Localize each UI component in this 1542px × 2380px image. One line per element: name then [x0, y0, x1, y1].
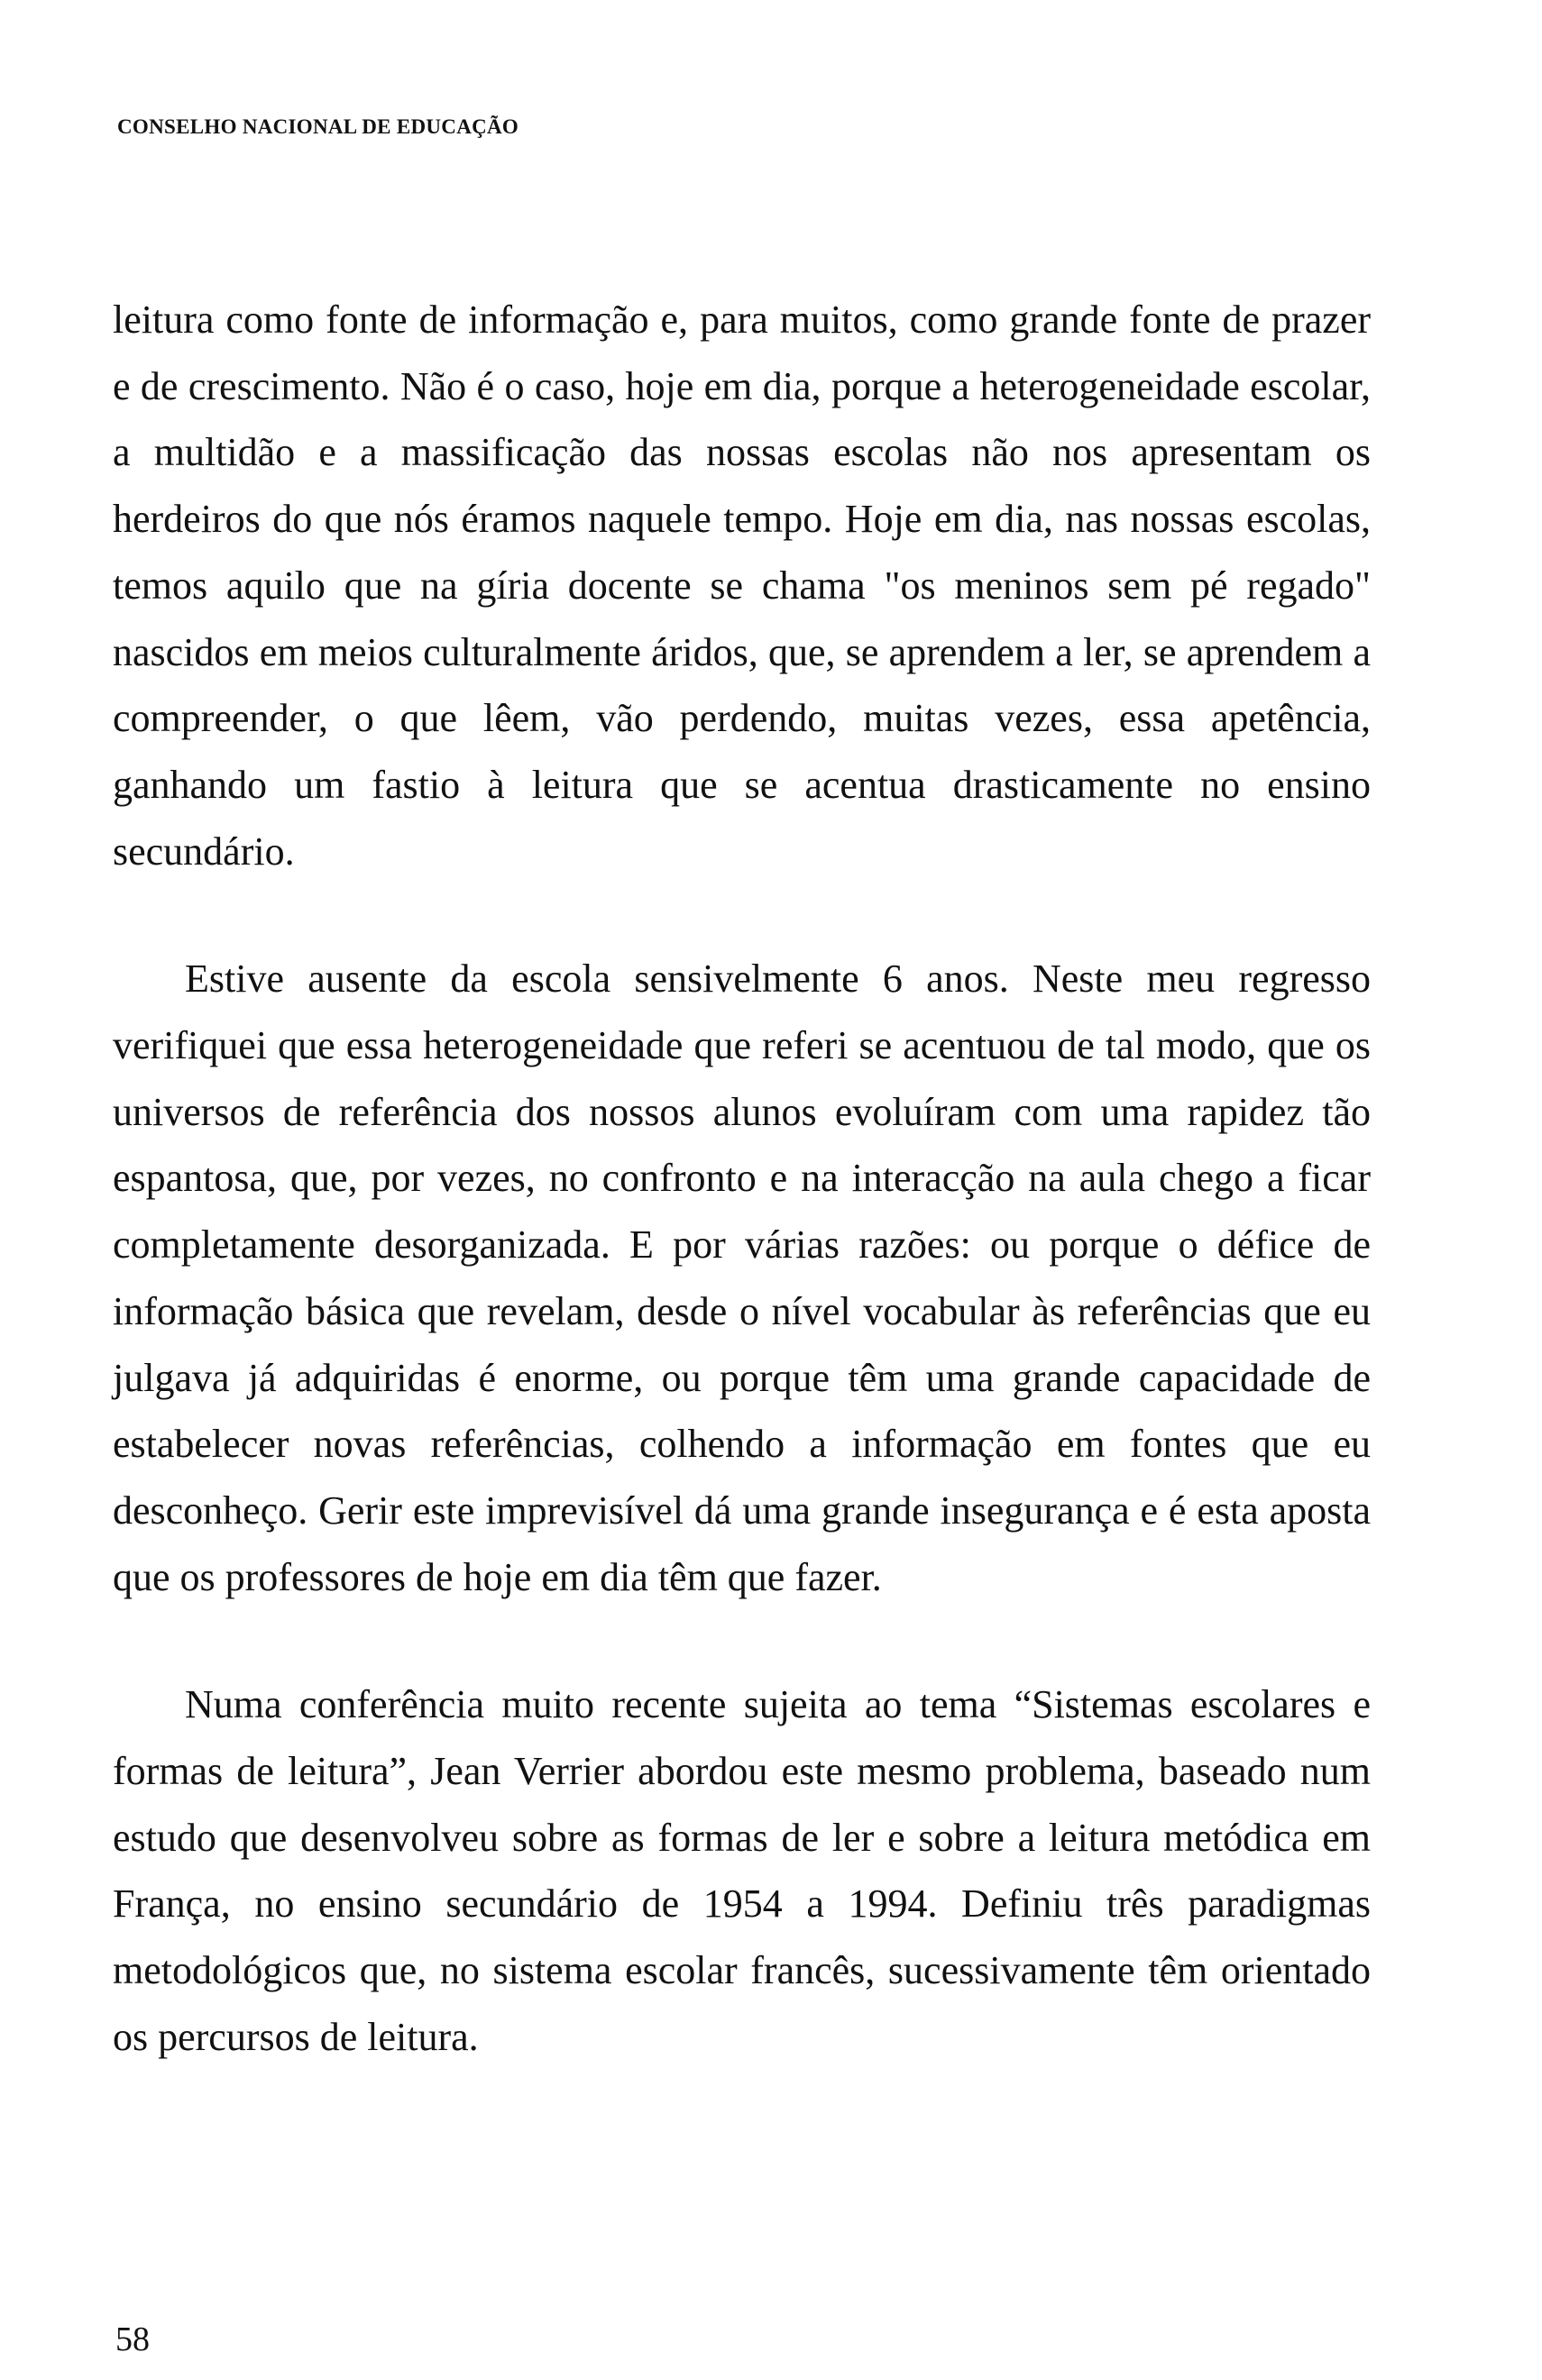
- paragraph-1: leitura como fonte de informação e, para muitos, como grande fonte de prazer e de crescimento. Não é o caso, hoje em dia, porque a heterogeneidade escolar, a multidão e a massificação das nossas escolas não nos apresentam os herdeiros do que nós éramos naquele tempo. Hoje em dia, nas nossas escolas, temos aquilo que na gíria docente se chama "os meninos sem pé regado" nascidos em meios culturalmente áridos, que, se aprendem a ler, se aprendem a compreender, o que lêem, vão perdendo, muitas vezes, essa apetência, ganhando um fastio à leitura que se acentua drasticamente no ensino secundário.: [113, 298, 1371, 874]
- body-text: [113, 287, 1371, 2071]
- running-header: CONSELHO NACIONAL DE EDUCAÇÃO: [117, 115, 519, 138]
- page-number: 58: [115, 2320, 150, 2358]
- paragraph-3: Numa conferência muito recente sujeita ao tema “Sistemas escolares e formas de leitura”, Jean Verrier abordou este mesmo problema, baseado num estudo que desenvolveu sobre as formas de ler e sobre a leitura metódica em França, no ensino secundário de 1954 a 1994. Definiu três paradigmas metodológicos que, no sistema escolar francês, sucessivamente têm orientado os percursos de leitura.: [113, 1682, 1371, 2059]
- paragraph-2: Estive ausente da escola sensivelmente 6 anos. Neste meu regresso verifiquei que essa heterogeneidade que referi se acentuou de tal modo, que os universos de referência dos nossos alunos evoluíram com uma rapidez tão espantosa, que, por vezes, no confronto e na interacção na aula chego a ficar completamente desorganizada. E por várias razões: ou porque o défice de informação básica que revelam, desde o nível vocabular às referências que eu julgava já adquiridas é enorme, ou porque têm uma grande capacidade de estabelecer novas referências, colhendo a informação em fontes que eu desconheço. Gerir este imprevisível dá uma grande insegurança e é esta aposta que os professores de hoje em dia têm que fazer.: [113, 957, 1371, 1599]
